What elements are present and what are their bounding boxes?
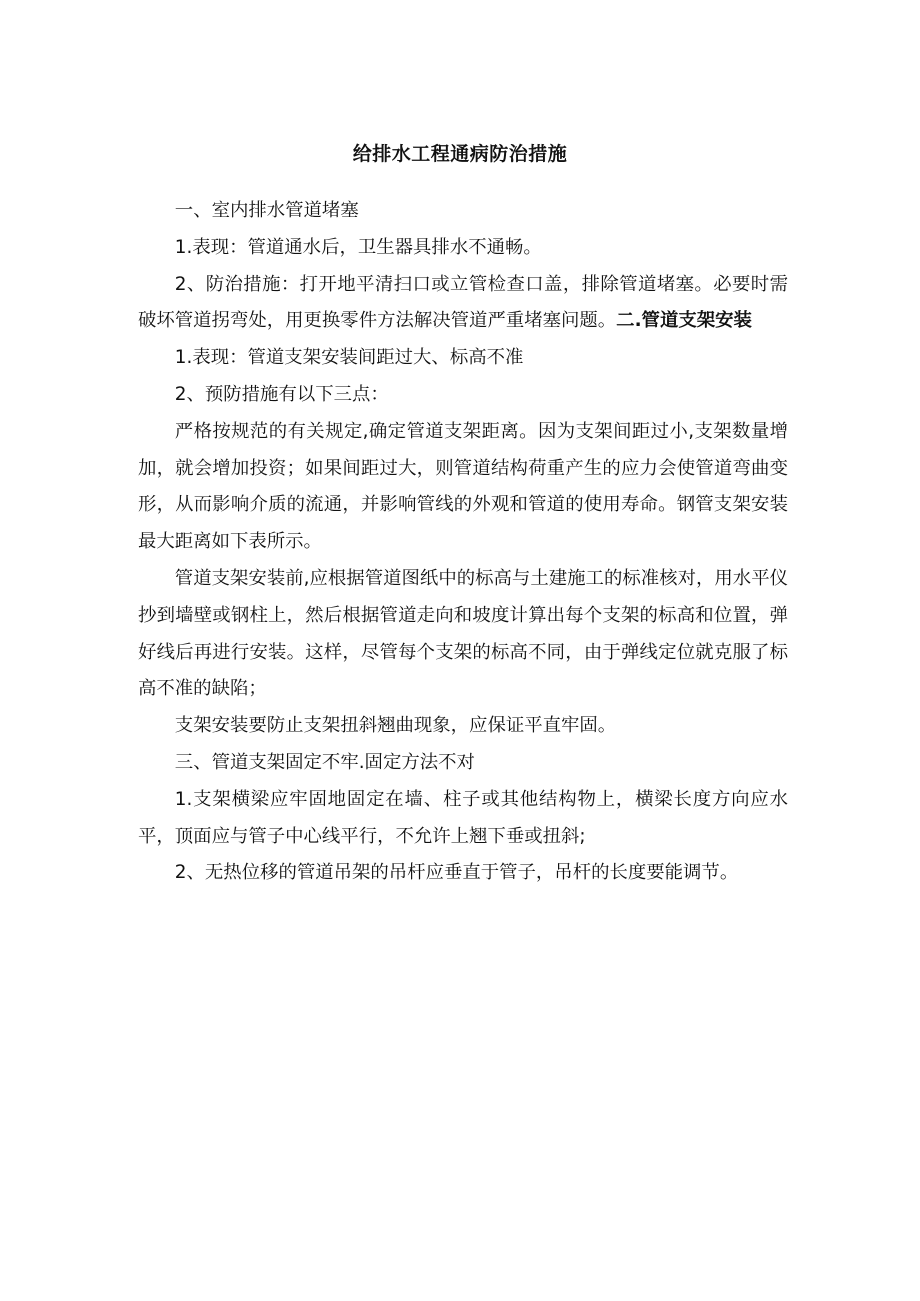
paragraph-straightness: 支架安装要防止支架扭斜翘曲现象，应保证平直牢固。 bbox=[174, 715, 617, 737]
paragraph-measures-1-text: 2、防治措施：打开地平清扫口或立管检查口盖，排除管道堵塞。必要时需破坏管道拐弯处，用更换零件方法解决管道严重堵塞问题。 bbox=[138, 273, 788, 332]
document-body bbox=[138, 193, 788, 892]
section-heading-1: 一、室内排水管道堵塞 bbox=[174, 200, 359, 221]
paragraph-elevation-check: 管道支架安装前,应根据管道图纸中的标高与土建施工的标准核对，用水平仪抄到墙壁或钢柱上，然后根据管道走向和坡度计算出每个支架的标高和位置，弹好线后再进行安装。这样，尽管每个支架的标高不同，由于弹线定位就克服了标高不准的缺陷； bbox=[138, 567, 788, 700]
document-title: 给排水工程通病防治措施 bbox=[352, 143, 568, 165]
paragraph-symptom-1: 1.表现：管道通水后，卫生器具排水不通畅。 bbox=[174, 236, 542, 258]
paragraph-spacing-rule: 严格按规范的有关规定,确定管道支架距离。因为支架间距过小,支架数量增加，就会增加投资；如果间距过大，则管道结构荷重产生的应力会使管道弯曲变形，从而影响介质的流通，并影响管线的外观和管道的使用寿命。钢管支架安装最大距离如下表所示。 bbox=[138, 420, 788, 553]
paragraph-hanger-rod: 2、无热位移的管道吊架的吊杆应垂直于管子，吊杆的长度要能调节。 bbox=[174, 862, 739, 884]
section-heading-2: 二.管道支架安装 bbox=[616, 310, 752, 332]
section-heading-3: 三、管道支架固定不牢.固定方法不对 bbox=[174, 751, 475, 773]
paragraph-measures-2: 2、预防措施有以下三点： bbox=[174, 383, 389, 405]
paragraph-crossbeam: 1.支架横梁应牢固地固定在墙、柱子或其他结构物上，横梁长度方向应水平，顶面应与管子中心线平行，不允许上翘下垂或扭斜; bbox=[138, 788, 788, 847]
paragraph-symptom-2: 1.表现：管道支架安装间距过大、标高不准 bbox=[174, 347, 524, 369]
paragraph-measures-1 bbox=[138, 267, 788, 341]
